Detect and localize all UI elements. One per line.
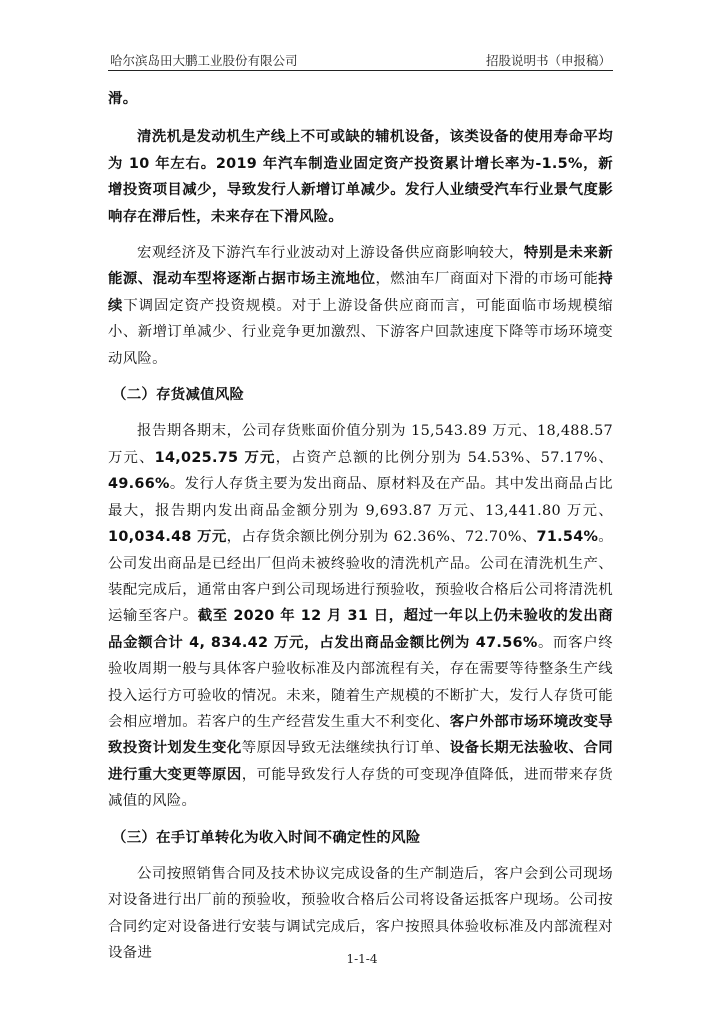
bold-text: 滑。 <box>108 91 138 107</box>
section-heading-inventory: （二）存货减值风险 <box>112 387 245 404</box>
body-text: 。公司发出商品是已经出厂但尚未被终验收的清洗机产品。公司在清洗机生产、装配完成后，通常由客户到公司现场进行预验收，预验收合格后公司将清洗机运输至客户。 <box>108 529 613 625</box>
section-heading-order-conversion: （三）在手订单转化为收入时间不确定性的风险 <box>112 829 421 846</box>
bold-text: 10,034.48 万元 <box>108 529 227 546</box>
document-title: 招股说明书（申报稿） <box>485 53 611 68</box>
company-name: 哈尔滨岛田大鹏工业股份有限公司 <box>110 53 298 68</box>
body-text: ，占资产总额的比例分别为 54.53%、57.17%、 <box>275 449 614 466</box>
bold-text: 截至 2020 年 12 月 31 日，超过一年以上仍未验收的发出商品金额合计 4, 834.42 万元，占发出商品金额比例为 47.56% <box>108 608 613 651</box>
bold-text: 71.54% <box>536 529 599 546</box>
body-text: ，占存货余额比例分别为 62.36%、72.70%、 <box>226 529 537 546</box>
bold-text: 客户外部市场环境改变导致投资计划发生变化 <box>108 713 613 757</box>
bold-text: 49.66% <box>108 476 170 493</box>
body-text: 宏观经济及下游汽车行业波动对上游设备供应商影响较大， <box>137 245 524 262</box>
bold-text: 14,025.75 万元 <box>154 449 276 466</box>
paragraph-continuation <box>108 86 613 112</box>
paragraph-order-conversion <box>108 861 613 967</box>
bold-text: 设备长期无法验收、合同进行重大变更等原因 <box>108 740 613 783</box>
paragraph-inventory <box>108 418 613 814</box>
body-text: 下调固定资产投资规模。对于上游设备供应商而言，可能面临市场规模缩小、新增订单减少、行业竞争更加激烈、下游客户回款速度下降等市场环境变动风险。 <box>108 297 613 367</box>
page-number: 1-1-4 <box>346 952 378 966</box>
body-text: 公司按照销售合同及技术协议完成设备的生产制造后，客户会到公司现场对设备进行出厂前的预验收，预验收合格后公司将设备运抵客户现场。公司按合同约定对设备进行安装与调试完成后，客户按照具体验收标准及内部流程对设备进 <box>108 865 613 962</box>
document-body <box>108 86 613 977</box>
body-text: ，可能导致发行人存货的可变现净值降低，进而带来存货减值的风险。 <box>108 766 613 810</box>
bold-text: 清洗机是发动机生产线上不可或缺的辅机设备，该类设备的使用寿命平均为 10 年左右。2019 年汽车制造业固定资产投资累计增长率为-1.5%，新增投资项目减少，导致发行人新增订单减少。发行人业绩受汽车行业景气度影响存在滞后性，未来存在下滑风险。 <box>108 129 613 225</box>
page-header <box>108 50 613 71</box>
body-text: 报告期各期末，公司存货账面价值分别为 15,543.89 万元、18,488.57 万元、 <box>108 423 613 466</box>
paragraph-macro-economy <box>108 240 613 372</box>
bold-text: 持续 <box>108 271 613 314</box>
paragraph-washer-lifespan <box>108 124 613 230</box>
body-text: 。而客户终验收周期一般与具体客户验收标准及内部流程有关，存在需要等待整条生产线投入运行方可验收的情况。未来，随着生产规模的不断扩大，发行人存货可能会相应增加。若客户的生产经营发生重大不利变化、 <box>108 634 613 730</box>
body-text: 等原因导致无法继续执行订单、 <box>241 740 450 757</box>
body-text: ，燃油车厂商面对下滑的市场可能 <box>375 271 599 288</box>
bold-text: 特别是未来新能源、混动车型将逐渐占据市场主流地位 <box>108 245 613 288</box>
body-text: 。发行人存货主要为发出商品、原材料及在产品。其中发出商品占比最大，报告期内发出商品金额分别为 9,693.87 万元、13,441.80 万元、 <box>108 476 613 519</box>
